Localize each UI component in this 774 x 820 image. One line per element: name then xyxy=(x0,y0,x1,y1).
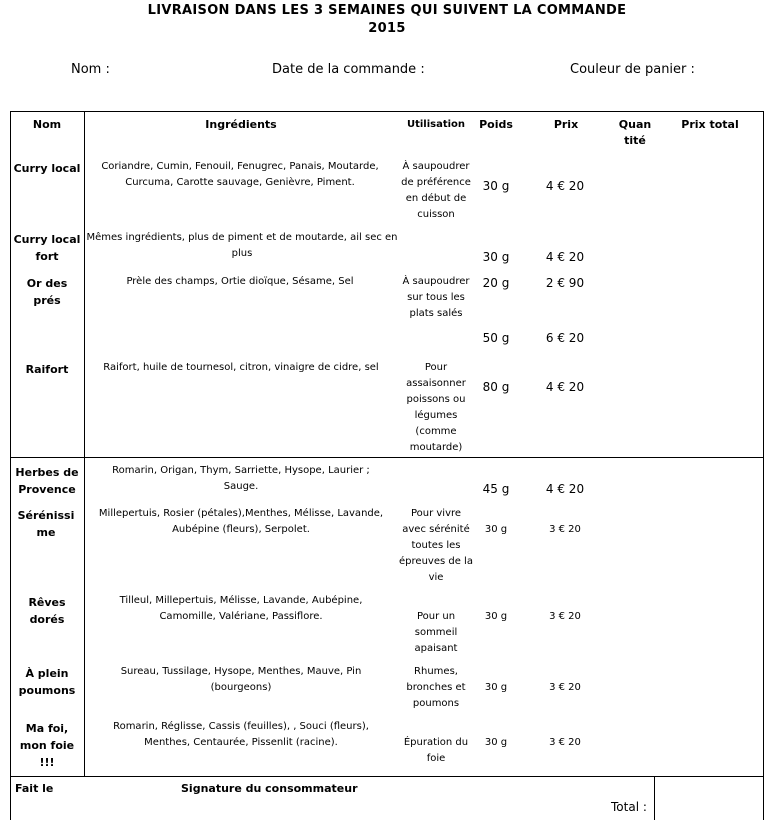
product-utilisation: À saupoudrer de préférence en début de cuisson xyxy=(401,161,471,220)
product-ingredients: Tilleul, Millepertuis, Mélisse, Lavande, Aubépine, Camomille, Valériane, Passiflore. xyxy=(119,595,363,622)
product-prix: 4 € 20 xyxy=(545,380,585,394)
product-utilisation: Pour assaisonner poissons ou légumes (comme moutarde) xyxy=(406,362,466,453)
product-ingredients: Millepertuis, Rosier (pétales),Menthes, Mélisse, Lavande, Aubépine (fleurs), Serpolet. xyxy=(98,508,384,535)
product-prix: 4 € 20 xyxy=(545,482,585,496)
product-poids: 30 g xyxy=(484,524,508,535)
product-poids: 50 g xyxy=(482,331,510,345)
product-poids: 80 g xyxy=(482,380,510,394)
product-utilisation: Rhumes, bronches et poumons xyxy=(406,666,466,709)
product-utilisation: Pour un sommeil apaisant xyxy=(414,611,458,654)
product-name: Herbes de Provence xyxy=(15,466,79,496)
product-prix: 3 € 20 xyxy=(549,611,581,622)
product-ingredients: Sureau, Tussilage, Hysope, Menthes, Mauve, Pin (bourgeons) xyxy=(120,666,362,693)
couleur-field-label: Couleur de panier : xyxy=(570,62,695,77)
col-header-poids: Poids xyxy=(479,118,513,131)
product-name: Raifort xyxy=(25,363,69,376)
product-name: Curry local fort xyxy=(13,233,81,263)
product-ingredients: Prèle des champs, Ortie dioïque, Sésame, Sel xyxy=(126,276,354,287)
product-poids: 30 g xyxy=(482,179,510,193)
product-ingredients: Romarin, Origan, Thym, Sarriette, Hysope, Laurier ; Sauge. xyxy=(112,465,370,492)
date-field-label: Date de la commande : xyxy=(272,62,425,77)
product-prix: 3 € 20 xyxy=(549,682,581,693)
document-title: LIVRAISON DANS LES 3 SEMAINES QUI SUIVENT LA COMMANDE xyxy=(147,3,627,18)
product-utilisation: Épuration du foie xyxy=(403,737,469,764)
nom-field-label: Nom : xyxy=(71,62,110,77)
product-name: Rêves dorés xyxy=(28,596,66,626)
product-utilisation: À saupoudrer sur tous les plats salés xyxy=(402,276,470,319)
product-prix: 4 € 20 xyxy=(545,179,585,193)
col-header-quantite: Quan tité xyxy=(618,118,652,147)
product-prix: 3 € 20 xyxy=(549,737,581,748)
total-label: Total : xyxy=(611,800,647,814)
product-name: Ma foi, mon foie !!! xyxy=(19,722,75,769)
fait-le-label: Fait le xyxy=(15,782,54,795)
product-utilisation: Pour vivre avec sérénité toutes les épreuves de la vie xyxy=(399,508,473,583)
col-header-ingredients: Ingrédients xyxy=(205,118,277,131)
product-ingredients: Romarin, Réglisse, Cassis (feuilles), , Souci (fleurs), Menthes, Centaurée, Pissenlit (racine). xyxy=(113,721,369,748)
product-ingredients: Mêmes ingrédients, plus de piment et de moutarde, ail sec en plus xyxy=(86,232,398,259)
product-poids: 30 g xyxy=(484,682,508,693)
product-name: Or des prés xyxy=(26,277,68,307)
col-header-nom: Nom xyxy=(32,118,62,131)
product-prix: 2 € 90 xyxy=(545,276,585,290)
col-header-prix: Prix xyxy=(553,118,579,131)
product-prix: 4 € 20 xyxy=(545,250,585,264)
product-name: À plein poumons xyxy=(18,667,76,697)
product-poids: 30 g xyxy=(484,737,508,748)
product-name: Sérénissime xyxy=(17,509,75,539)
signature-label: Signature du consommateur xyxy=(181,782,358,795)
document-year: 2015 xyxy=(368,21,406,36)
product-poids: 30 g xyxy=(484,611,508,622)
product-poids: 30 g xyxy=(482,250,510,264)
product-name: Curry local xyxy=(13,162,81,175)
product-poids: 20 g xyxy=(482,276,510,290)
product-prix: 3 € 20 xyxy=(549,524,581,535)
product-ingredients: Coriandre, Cumin, Fenouil, Fenugrec, Panais, Moutarde, Curcuma, Carotte sauvage, Genièvre, Piment. xyxy=(101,161,379,188)
product-ingredients: Raifort, huile de tournesol, citron, vinaigre de cidre, sel xyxy=(103,362,379,373)
product-prix: 6 € 20 xyxy=(545,331,585,345)
col-header-prix-total: Prix total xyxy=(681,118,739,131)
col-header-utilisation: Utilisation xyxy=(406,119,466,130)
product-poids: 45 g xyxy=(482,482,510,496)
